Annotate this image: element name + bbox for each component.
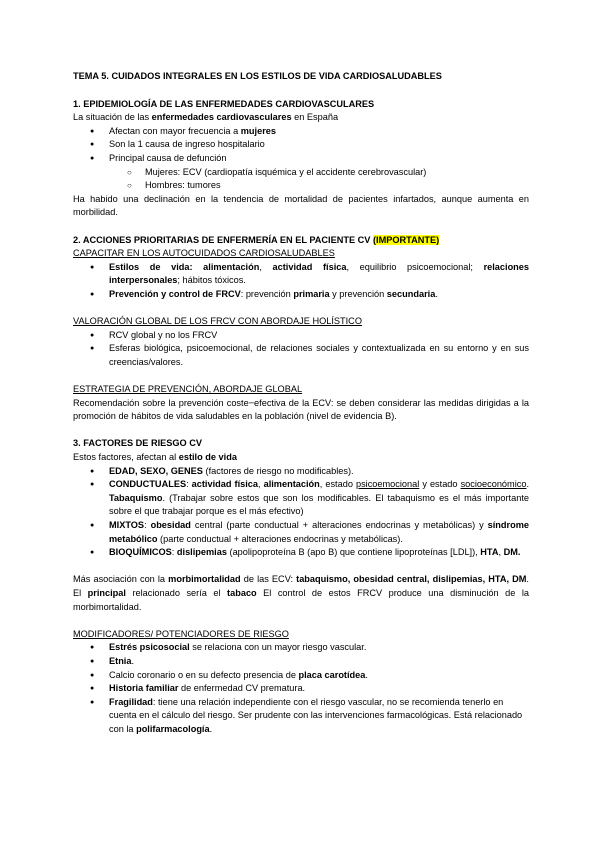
- list-item: ● Prevención y control de FRCV: prevención primaria y prevención secundaria.: [73, 288, 529, 302]
- morbimortalidad-paragraph: Más asociación con la morbimortalidad de las ECV: tabaquismo, obesidad central, dislipemias, HTA, DM. El principal relacionado sería el tabaco El control de estos FRCV produce una disminución de la morbimortalidad.: [73, 574, 529, 612]
- section-2-heading: 2. ACCIONES PRIORITARIAS DE ENFERMERÍA EN EL PACIENTE CV (IMPORTANTE): [73, 234, 440, 245]
- list-item: ● Esferas biológica, psicoemocional, de relaciones sociales y contextualizada en su entorno y en sus creencias/valores.: [73, 342, 529, 369]
- sublist: [73, 166, 529, 193]
- list-item: ● RCV global y no los FRCV: [73, 329, 529, 343]
- list-item: ● Etnia.: [73, 655, 529, 669]
- section-3-heading: 3. FACTORES DE RIESGO CV: [73, 438, 202, 449]
- list-item: ● Principal causa de defunción ○ Mujeres: ECV (cardiopatía isquémica y el accidente cerebrovascular) ○ Hombres: tumores: [73, 152, 529, 193]
- list-item: ● Historia familiar de enfermedad CV prematura.: [73, 682, 529, 696]
- list-item: ● Calcio coronario o en su defecto presencia de placa carotídea.: [73, 669, 529, 683]
- valoracion-list: [73, 329, 529, 370]
- list-item: ● Estilos de vida: alimentación, actividad física, equilibrio psicoemocional; relaciones interpersonales; hábitos tóxicos.: [73, 261, 529, 288]
- list-item: ● MIXTOS: obesidad central (parte conductual + alteraciones endocrinas y metabólicas) y síndrome metabólico (parte conductual + alteraciones endocrinas y metabólicas).: [73, 519, 529, 546]
- important-highlight: (IMPORTANTE): [373, 234, 440, 245]
- sublist-item: ○ Hombres: tumores: [73, 179, 529, 193]
- list-item: ● CONDUCTUALES: actividad física, alimentación, estado psicoemocional y estado socioeconómico. Tabaquismo. (Trabajar sobre estos que son los modificables. El tabaquismo es el más importante sobre el que trabajar porque es el más efectivo): [73, 478, 529, 519]
- section-1-heading: 1. EPIDEMIOLOGÍA DE LAS ENFERMEDADES CARDIOVASCULARES: [73, 98, 375, 109]
- list-item: ● Fragilidad: tiene una relación independiente con el riesgo vascular, no se recomienda tenerlo en cuenta en el cálculo del riesgo. Ser prudente con las intervenciones farmacológicas. Está relacionado con la polifarmacología.: [73, 696, 529, 737]
- subsection-modificadores: MODIFICADORES/ POTENCIADORES DE RIESGO: [73, 628, 289, 639]
- sublist-item: ○ Mujeres: ECV (cardiopatía isquémica y el accidente cerebrovascular): [73, 166, 529, 180]
- estrategia-text: Recomendación sobre la prevención coste−efectiva de la ECV: se deben considerar las medidas dirigidas a la promoción de hábitos de vida saludables en la población (nivel de evidencia B).: [73, 397, 529, 422]
- subsection-valoracion: VALORACIÓN GLOBAL DE LOS FRCV CON ABORDAJE HOLÍSTICO: [73, 316, 362, 327]
- section-3-intro: Estos factores, afectan al estilo de vida: [73, 452, 237, 463]
- factores-list: [73, 465, 529, 560]
- document-page: [73, 70, 529, 737]
- modificadores-list: [73, 641, 529, 736]
- list-item: ● EDAD, SEXO, GENES (factores de riesgo no modificables).: [73, 465, 529, 479]
- section-1-list: [73, 125, 529, 193]
- subsection-capacitar: CAPACITAR EN LOS AUTOCUIDADOS CARDIOSALUDABLES: [73, 248, 335, 259]
- list-item: ● Afectan con mayor frecuencia a mujeres: [73, 125, 529, 139]
- capacitar-list: [73, 261, 529, 302]
- list-item: ● BIOQUÍMICOS: dislipemias (apolipoproteína B (apo B) que contiene lipoproteínas [LDL]), HTA, DM.: [73, 546, 529, 560]
- document-title: TEMA 5. CUIDADOS INTEGRALES EN LOS ESTILOS DE VIDA CARDIOSALUDABLES: [73, 71, 442, 81]
- section-1-closing: Ha habido una declinación en la tendencia de mortalidad de pacientes infartados, aunque aumenta en morbilidad.: [73, 193, 529, 218]
- list-item: ● Estrés psicosocial se relaciona con un mayor riesgo vascular.: [73, 641, 529, 655]
- subsection-estrategia: ESTRATEGIA DE PREVENCIÓN, ABORDAJE GLOBAL: [73, 384, 303, 395]
- section-1-intro: La situación de las enfermedades cardiovasculares en España: [73, 112, 339, 123]
- list-item: ● Son la 1 causa de ingreso hospitalario: [73, 138, 529, 152]
